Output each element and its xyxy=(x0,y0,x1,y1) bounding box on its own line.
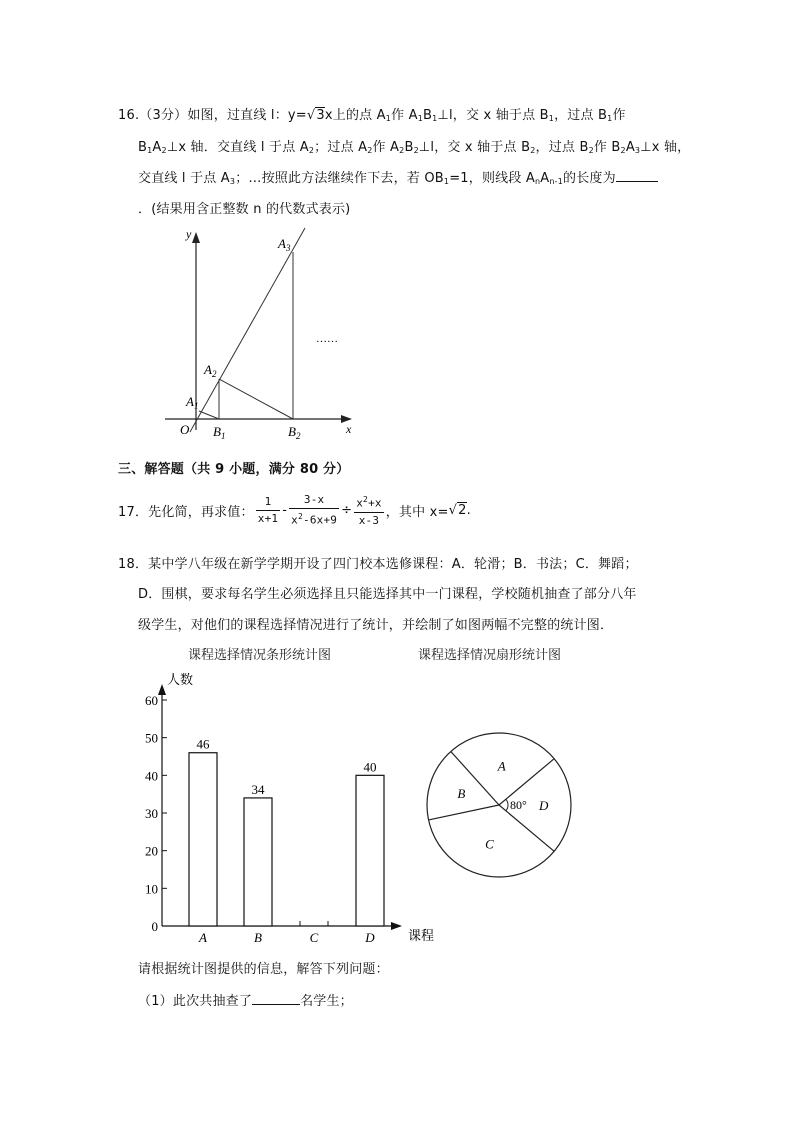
q16-text: 交直线 l 于点 A xyxy=(138,171,230,186)
q16-text: A xyxy=(540,171,550,186)
pie-chart-caption: 课程选择情况扇形统计图 xyxy=(418,648,562,663)
pie-label-C: C xyxy=(485,836,494,852)
subscript: 1 xyxy=(147,146,153,155)
subscript: 2 xyxy=(530,146,536,155)
subscript: 1 xyxy=(607,114,613,123)
label-A2: $A_2$ xyxy=(204,362,217,379)
subscript: 1 xyxy=(548,114,555,123)
denominator: x-3 xyxy=(358,513,380,527)
numerator: 3-x xyxy=(289,492,339,509)
q16-text: A xyxy=(152,140,162,155)
subscript: 2 xyxy=(620,146,626,155)
q16-text: ，过点 B xyxy=(535,140,589,155)
subscript: 3 xyxy=(229,177,236,186)
y-tick-label: 10 xyxy=(145,881,158,897)
x-tick-label: A xyxy=(199,930,207,945)
q18-line2: D．围棋，要求每名学生必须选择且只能选择其中一门课程，学校随机抽查了部分八年 xyxy=(138,587,637,602)
pie-label-B: B xyxy=(457,785,466,801)
q18-sub1-text: （1）此次共抽查了 xyxy=(138,994,253,1009)
q16-text: B xyxy=(404,140,414,155)
q18-sub1-text: 名学生； xyxy=(300,994,353,1009)
q18-prompt: 请根据统计图提供的信息，解答下列问题： xyxy=(138,962,389,977)
y-tick-label: 0 xyxy=(151,919,158,934)
data-label: 40 xyxy=(363,759,377,775)
minus-sign: - xyxy=(282,502,288,518)
section-title: 三、解答题（共 9 小题，满分 80 分） xyxy=(118,462,350,477)
q16-text: 的长度为 xyxy=(563,171,616,186)
divide-sign: ÷ xyxy=(341,502,353,518)
q16-text: ⊥l，交 x 轴于点 B xyxy=(418,140,531,155)
q16-text: ⊥l，交 x 轴于点 B xyxy=(437,108,549,123)
subscript: n xyxy=(534,177,541,186)
sqrt-symbol: √ xyxy=(448,502,458,518)
den-part: x xyxy=(291,513,298,527)
num-part: +x xyxy=(368,496,382,510)
q16-text: B xyxy=(423,108,433,123)
pie-label-A: A xyxy=(497,758,506,774)
q18-text: 某中学八年级在新学学期开设了四门校本选修课程：A．轮滑；B．书法；C．舞蹈； xyxy=(148,557,638,572)
q16-text: =1，则线段 A xyxy=(449,171,535,186)
subscript: 3 xyxy=(634,146,641,155)
subscript: 2 xyxy=(399,146,405,155)
origin-label: O xyxy=(180,422,190,437)
num-part: x xyxy=(356,496,364,510)
q16-text: 作 A xyxy=(372,140,400,155)
q16-text: 作 xyxy=(612,108,626,123)
q17-number: 17． xyxy=(118,504,149,520)
answer-blank[interactable] xyxy=(252,992,300,1005)
bar-chart-caption: 课程选择情况条形统计图 xyxy=(188,648,332,663)
pie-label-D: D xyxy=(538,798,549,813)
subscript: 2 xyxy=(161,146,167,155)
subscript: 1 xyxy=(417,114,424,123)
q16-score: （3分） xyxy=(139,108,188,123)
angle-label: 80° xyxy=(510,798,527,812)
subscript: 2 xyxy=(413,146,419,155)
subscript: 2 xyxy=(588,146,594,155)
q16-text: ．(结果用含正整数 n 的代数式表示) xyxy=(138,202,351,217)
label-A1: $A_1$ xyxy=(186,394,199,411)
subscript: 2 xyxy=(308,146,315,155)
y-tick-label: 20 xyxy=(145,843,158,859)
q18-sub1 xyxy=(138,990,353,1009)
q16-text: 作 B xyxy=(593,140,621,155)
q16-text: ；…按照此方法继续作下去，若 OB xyxy=(235,171,444,186)
q16-text: ⊥x 轴．交直线 l 于点 A xyxy=(166,140,309,155)
q18-number: 18． xyxy=(118,557,149,572)
data-label: 46 xyxy=(196,736,210,752)
x-axis-label: x xyxy=(346,422,352,436)
q16-text: ，过点 B xyxy=(554,108,608,123)
q17-tail: . xyxy=(466,502,471,518)
y-axis-label: y xyxy=(186,227,192,241)
x-tick-label: B xyxy=(254,930,262,945)
ellipsis: …… xyxy=(316,333,338,345)
y-tick-label: 30 xyxy=(145,806,158,821)
q17-text: 先化简，再求值： xyxy=(148,504,254,520)
exponent: 2 xyxy=(297,512,303,521)
subscript: n-1 xyxy=(549,177,564,186)
q16-text: ；过点 A xyxy=(314,140,368,155)
q17-tail: ，其中 x= xyxy=(385,504,449,520)
q16-number: 16. xyxy=(118,108,140,123)
numerator: 1 xyxy=(256,494,280,511)
q16-text: ⊥x 轴， xyxy=(640,140,691,155)
y-tick-label: 40 xyxy=(145,768,158,784)
x-axis-title: 课程 xyxy=(408,929,435,944)
subscript: 1 xyxy=(432,114,438,123)
exponent: 2 xyxy=(363,495,369,504)
q16-text: 如图，过直线 l：y= xyxy=(187,108,307,123)
sqrt-radicand: 3 xyxy=(316,108,325,123)
sqrt-symbol: √ xyxy=(306,108,316,123)
label-B2: $B_2$ xyxy=(288,424,301,441)
x-tick-label: C xyxy=(309,930,319,945)
q16-text: x上的点 A xyxy=(324,108,386,123)
label-B1: $B_1$ xyxy=(213,424,226,441)
y-tick-label: 60 xyxy=(145,693,158,708)
x-tick-label: D xyxy=(365,930,375,945)
subscript: 2 xyxy=(367,146,373,155)
label-A3: $A_3$ xyxy=(278,236,291,253)
y-axis-title: 人数 xyxy=(167,673,194,688)
q16-text: A xyxy=(625,140,635,155)
sqrt-radicand: 2 xyxy=(458,503,467,519)
den-part: -6x+9 xyxy=(303,513,338,527)
y-tick-label: 50 xyxy=(145,730,158,746)
denominator: x+1 xyxy=(257,511,279,525)
data-label: 34 xyxy=(251,781,265,797)
q18-line3: 级学生，对他们的课程选择情况进行了统计，并绘制了如图两幅不完整的统计图． xyxy=(138,618,614,633)
q16-text: B xyxy=(138,140,148,155)
subscript: 1 xyxy=(443,177,450,186)
subscript: 1 xyxy=(385,114,392,123)
q16-text: 作 A xyxy=(391,108,418,123)
